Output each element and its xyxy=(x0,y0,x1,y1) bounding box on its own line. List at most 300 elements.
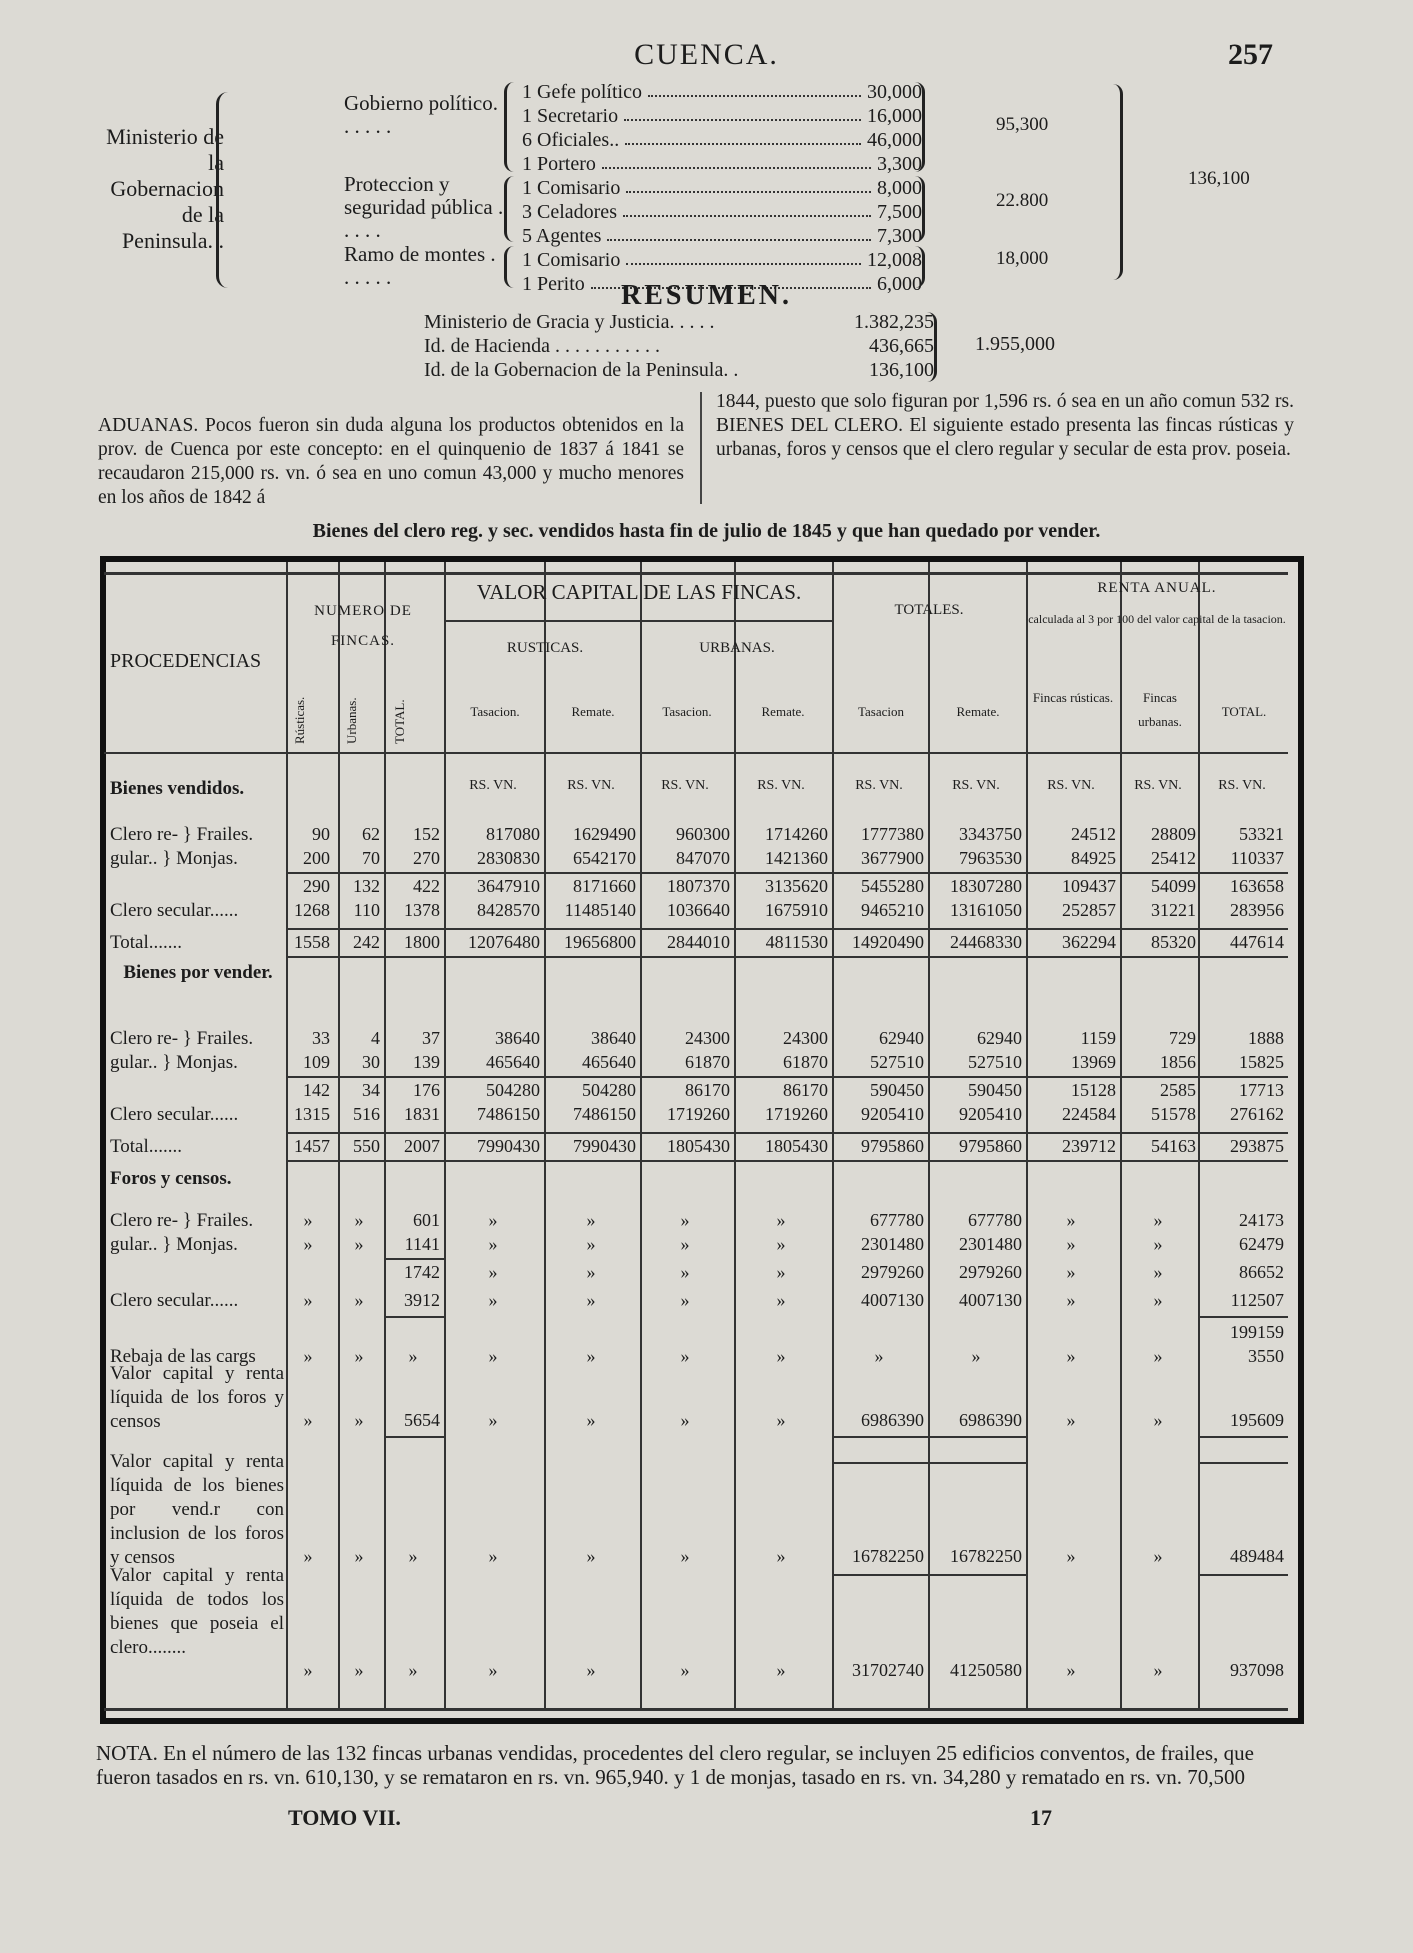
table-cell: 516 xyxy=(353,1104,380,1124)
table-cell: 283956 xyxy=(1230,900,1284,920)
table-cell: » xyxy=(680,1210,690,1230)
row-line xyxy=(286,1076,1288,1078)
table-cell: » xyxy=(586,1546,596,1566)
table-cell: » xyxy=(1153,1410,1163,1430)
table-cell: » xyxy=(971,1346,981,1366)
table-cell: » xyxy=(354,1234,364,1254)
table-cell: 1421360 xyxy=(765,848,828,868)
table-cell: 8171660 xyxy=(573,876,636,896)
row-line xyxy=(832,1574,1026,1576)
table-cell: » xyxy=(1153,1290,1163,1310)
row-label: Valor capital y renta líquida de todos los bienes que poseia el clero........ xyxy=(110,1565,284,1658)
table-cell: 28809 xyxy=(1151,824,1196,844)
table-cell: 16782250 xyxy=(950,1546,1022,1566)
table-cell: RS. VN. xyxy=(952,778,1000,793)
table-cell: 7990430 xyxy=(573,1136,636,1156)
table-cell: 86170 xyxy=(685,1080,730,1100)
table-cell: 1719260 xyxy=(765,1104,828,1124)
table-cell: 14920490 xyxy=(852,932,924,952)
table-cell: 270 xyxy=(413,848,440,868)
row-label: Clero re- } Frailes. xyxy=(110,1210,254,1231)
table-cell: 7486150 xyxy=(573,1104,636,1124)
row-label: Clero re- } Frailes. xyxy=(110,1028,254,1049)
table-cell: » xyxy=(488,1660,498,1680)
table-cell: 30 xyxy=(362,1052,380,1072)
table-cell: » xyxy=(680,1262,690,1282)
table-cell: 1378 xyxy=(404,900,440,920)
row-line xyxy=(384,1316,444,1318)
table-cell: 276162 xyxy=(1230,1104,1284,1124)
brace-r-grand xyxy=(1104,84,1123,280)
table-cell: 54163 xyxy=(1151,1136,1196,1156)
table-cell: 8428570 xyxy=(477,900,540,920)
item-row xyxy=(522,80,922,104)
table-cell: » xyxy=(408,1346,418,1366)
table-cell: 24300 xyxy=(783,1028,828,1048)
table-cell: 16782250 xyxy=(852,1546,924,1566)
table-cell: 242 xyxy=(353,932,380,952)
row-label: Valor capital y renta líquida de los foros y censos xyxy=(110,1363,284,1432)
table-cell: 24468330 xyxy=(950,932,1022,952)
table-cell: 1856 xyxy=(1160,1052,1196,1072)
table-cell: 527510 xyxy=(870,1052,924,1072)
table-cell: 37 xyxy=(422,1028,440,1048)
row-line xyxy=(444,620,832,622)
table-cell: » xyxy=(408,1660,418,1680)
row-line xyxy=(286,956,1288,958)
table-cell: 15825 xyxy=(1239,1052,1284,1072)
table-cell: 2301480 xyxy=(959,1234,1022,1254)
table-cell: » xyxy=(488,1262,498,1282)
leader-dots xyxy=(607,224,871,241)
ministerio-label: Ministerio de la Gobernacion de la Peninsula. . xyxy=(106,124,224,253)
table-cell: » xyxy=(776,1546,786,1566)
table-cell: 1675910 xyxy=(765,900,828,920)
section-proteccion: Proteccion y seguridad pública . . . . . xyxy=(344,172,504,242)
table-cell: » xyxy=(303,1546,313,1566)
table-cell: 54099 xyxy=(1151,876,1196,896)
page-number: 257 xyxy=(1228,38,1273,71)
gobernacion-items xyxy=(522,80,922,296)
table-cell: » xyxy=(1066,1210,1076,1230)
table-cell: 1777380 xyxy=(861,824,924,844)
table-cell: 2007 xyxy=(404,1136,440,1156)
table-cell: 6986390 xyxy=(861,1410,924,1430)
row-line xyxy=(832,1462,1026,1464)
section-ramo: Ramo de montes . . . . . . xyxy=(344,242,496,289)
table-cell: 937098 xyxy=(1230,1660,1284,1680)
table-cell: 142 xyxy=(303,1080,330,1100)
table-cell: » xyxy=(1066,1546,1076,1566)
table-cell: 41250580 xyxy=(950,1660,1022,1680)
table-cell: 1629490 xyxy=(573,824,636,844)
table-cell: 1805430 xyxy=(765,1136,828,1156)
table-cell: » xyxy=(586,1290,596,1310)
row-label: Foros y censos. xyxy=(110,1168,232,1189)
header-totales: TOTALES. xyxy=(894,602,964,618)
row-line xyxy=(286,872,1288,874)
table-cell: 61870 xyxy=(685,1052,730,1072)
table-cell: » xyxy=(680,1660,690,1680)
table-cell: 62 xyxy=(362,824,380,844)
item-label: 1 Secretario xyxy=(522,105,619,127)
table-cell: 9795860 xyxy=(861,1136,924,1156)
table-cell: 1807370 xyxy=(667,876,730,896)
table-cell: 139 xyxy=(413,1052,440,1072)
item-row xyxy=(522,152,922,176)
item-row xyxy=(522,104,922,128)
table-cell: 729 xyxy=(1169,1028,1196,1048)
table-cell: 447614 xyxy=(1230,932,1284,952)
table-cell: » xyxy=(354,1410,364,1430)
table-cell: 4007130 xyxy=(959,1290,1022,1310)
table-cell: 3647910 xyxy=(477,876,540,896)
table-cell: 13161050 xyxy=(950,900,1022,920)
item-row xyxy=(522,128,922,152)
table-cell: 1719260 xyxy=(667,1104,730,1124)
table-cell: 960300 xyxy=(676,824,730,844)
table-cell: 3677900 xyxy=(861,848,924,868)
table-cell: 1036640 xyxy=(667,900,730,920)
table-cell: 2585 xyxy=(1160,1080,1196,1100)
row-label: Bienes por vender. xyxy=(123,962,273,983)
table-cell: 31221 xyxy=(1151,900,1196,920)
column-header: TOTAL. xyxy=(392,699,407,744)
table-cell: 163658 xyxy=(1230,876,1284,896)
table-cell: » xyxy=(776,1410,786,1430)
table-cell: 62940 xyxy=(977,1028,1022,1048)
leader-dots xyxy=(626,176,871,193)
table-cell: 34 xyxy=(362,1080,380,1100)
table-cell: 422 xyxy=(413,876,440,896)
grand-total: 136,100 xyxy=(1188,168,1250,189)
aduanas-paragraph: ADUANAS. Pocos fueron sin duda alguna los productos obtenidos en la prov. de Cuenca por este concepto: en el quinquenio de 1837 á 1841 se recaudaron 215,000 rs. vn. ó sea en uno comun 43,000 y mucho menores en los años de 1842 á xyxy=(98,415,684,508)
item-label: 1 Comisario xyxy=(522,177,621,199)
table-cell: 293875 xyxy=(1230,1136,1284,1156)
resumen-row: Id. de Hacienda . . . . . . . . . . . 436,665 xyxy=(424,335,934,357)
table-cell: 62940 xyxy=(879,1028,924,1048)
table-cell: » xyxy=(776,1234,786,1254)
table-cell: 152 xyxy=(413,824,440,844)
table-cell: 504280 xyxy=(486,1080,540,1100)
table-cell: 70 xyxy=(362,848,380,868)
header-procedencias: PROCEDENCIAS xyxy=(110,650,262,672)
table-cell: » xyxy=(586,1262,596,1282)
column-header: Remate. xyxy=(956,704,1000,719)
brace-resumen xyxy=(926,312,937,382)
row-label: Valor capital y renta líquida de los bienes por vend.r con inclusion de los foros y censos xyxy=(110,1451,284,1568)
table-cell: 109 xyxy=(303,1052,330,1072)
table-cell: 109437 xyxy=(1062,876,1116,896)
resumen-row: Id. de la Gobernacion de la Peninsula. . 136,100 xyxy=(424,359,934,381)
row-line xyxy=(286,928,1288,930)
header-renta: RENTA ANUAL. xyxy=(1097,580,1217,596)
table-cell: 290 xyxy=(303,876,330,896)
table-cell: » xyxy=(488,1546,498,1566)
table-cell: 362294 xyxy=(1062,932,1116,952)
table-cell: 504280 xyxy=(582,1080,636,1100)
row-label: Total....... xyxy=(110,1136,183,1157)
row-line xyxy=(1198,1462,1288,1464)
table-cell: RS. VN. xyxy=(661,778,709,793)
table-cell: 2979260 xyxy=(959,1262,1022,1282)
table-cell: 31702740 xyxy=(852,1660,924,1680)
item-amount: 30,000 xyxy=(867,81,922,103)
table-cell: » xyxy=(1066,1410,1076,1430)
table-cell: 224584 xyxy=(1062,1104,1116,1124)
leader-dots xyxy=(623,200,871,217)
table-cell: 2830830 xyxy=(477,848,540,868)
table-cell: » xyxy=(586,1660,596,1680)
table-cell: » xyxy=(488,1234,498,1254)
column-header: Rústicas. xyxy=(292,696,307,744)
item-label: 1 Comisario xyxy=(522,249,621,271)
table-cell: » xyxy=(303,1234,313,1254)
column-header: Tasacion. xyxy=(662,704,712,719)
table-cell: 84925 xyxy=(1071,848,1116,868)
item-amount: 16,000 xyxy=(867,105,922,127)
table-cell: 33 xyxy=(312,1028,330,1048)
table-cell: 677780 xyxy=(968,1210,1022,1230)
table-cell: 200 xyxy=(303,848,330,868)
table-cell: 2979260 xyxy=(861,1262,924,1282)
table-cell: 86170 xyxy=(783,1080,828,1100)
table-cell: RS. VN. xyxy=(1218,778,1266,793)
table-cell: » xyxy=(488,1346,498,1366)
table-cell: 590450 xyxy=(968,1080,1022,1100)
resumen-row: Ministerio de Gracia y Justicia. . . . . 1.382,235 xyxy=(424,311,934,333)
bienes-paragraph: 1844, puesto que solo figuran por 1,596 rs. ó sea en un año comun 532 rs. BIENES DEL CLERO. El siguiente estado presenta las fincas rústicas y urbanas, foros y censos que el clero regular y secular de esta prov. poseia. xyxy=(716,391,1294,460)
table-cell: 1714260 xyxy=(765,824,828,844)
column-header: Tasacion. xyxy=(470,704,520,719)
header-rusticas: RUSTICAS. xyxy=(506,640,584,656)
table-cell: 7990430 xyxy=(477,1136,540,1156)
row-label: gular.. } Monjas. xyxy=(110,848,238,869)
table-cell: 38640 xyxy=(495,1028,540,1048)
nota: NOTA. En el número de las 132 fincas urbanas vendidas, procedentes del clero regular, se incluyen 25 edificios conventos, de frailes, que fueron tasados en rs. vn. 610,130, y se remataron en rs. vn. 965,940. y 1 de monjas, tasado en rs. vn. 34,280 y rematado en rs. vn. 70,500 xyxy=(96,1741,1254,1789)
subtotal-proteccion: 22.800 xyxy=(996,190,1049,211)
table-cell: 6986390 xyxy=(959,1410,1022,1430)
item-amount: 46,000 xyxy=(867,129,922,151)
table-cell: 112507 xyxy=(1230,1290,1284,1310)
table-cell: 13969 xyxy=(1071,1052,1116,1072)
table-cell: 195609 xyxy=(1230,1410,1284,1430)
table-cell: 24173 xyxy=(1239,1210,1284,1230)
table-cell: » xyxy=(586,1410,596,1430)
table-cell: » xyxy=(1153,1660,1163,1680)
brace-r-proteccion xyxy=(914,176,925,242)
table-cell: » xyxy=(776,1346,786,1366)
column-header: Remate. xyxy=(571,704,615,719)
table-cell: 1800 xyxy=(404,932,440,952)
table-cell: » xyxy=(586,1210,596,1230)
table-cell: 2844010 xyxy=(667,932,730,952)
table-cell: 590450 xyxy=(870,1080,924,1100)
section-gobierno: Gobierno político. . . . . . xyxy=(344,91,498,138)
brace-left xyxy=(216,92,233,288)
table-cell: 12076480 xyxy=(468,932,540,952)
table-cell: » xyxy=(776,1660,786,1680)
item-label: 1 Portero xyxy=(522,153,596,175)
table-cell: 9795860 xyxy=(959,1136,1022,1156)
resumen-total: 1.955,000 xyxy=(975,333,1055,355)
table-cell: » xyxy=(1153,1210,1163,1230)
table-cell: 19656800 xyxy=(564,932,636,952)
table-cell: » xyxy=(303,1290,313,1310)
item-amount: 12,008 xyxy=(867,249,922,271)
table-cell: » xyxy=(680,1234,690,1254)
item-row xyxy=(522,224,922,248)
table-cell: 62479 xyxy=(1239,1234,1284,1254)
folio-number: 17 xyxy=(1030,1805,1052,1830)
row-label: gular.. } Monjas. xyxy=(110,1234,238,1255)
table-cell: RS. VN. xyxy=(567,778,615,793)
table-cell: » xyxy=(354,1546,364,1566)
table-cell: 9465210 xyxy=(861,900,924,920)
table-cell: » xyxy=(354,1660,364,1680)
item-amount: 3,300 xyxy=(877,153,922,175)
row-line xyxy=(104,1708,1288,1711)
table-cell: » xyxy=(680,1346,690,1366)
item-amount: 8,000 xyxy=(877,177,922,199)
table-caption: Bienes del clero reg. y sec. vendidos hasta fin de julio de 1845 y que han quedado por vender. xyxy=(312,520,1101,542)
table-cell: 5654 xyxy=(404,1410,440,1430)
table-cell: 1268 xyxy=(294,900,330,920)
table-cell: » xyxy=(488,1410,498,1430)
row-label: Bienes vendidos. xyxy=(110,778,245,799)
table-cell: 61870 xyxy=(783,1052,828,1072)
table-cell: 1888 xyxy=(1248,1028,1284,1048)
table-cell: » xyxy=(776,1210,786,1230)
subtotal-gobierno: 95,300 xyxy=(996,114,1049,135)
table-cell: 3550 xyxy=(1248,1346,1284,1366)
leader-dots xyxy=(602,152,871,169)
table-cell: 24512 xyxy=(1071,824,1116,844)
table-cell: 9205410 xyxy=(959,1104,1022,1124)
table-cell: 18307280 xyxy=(950,876,1022,896)
column-header: Tasacion xyxy=(857,704,904,719)
header-urbanas: URBANAS. xyxy=(699,640,775,656)
leader-dots xyxy=(625,128,861,145)
row-label: Clero re- } Frailes. xyxy=(110,824,254,845)
table-cell: » xyxy=(680,1290,690,1310)
table-cell: » xyxy=(1066,1234,1076,1254)
tomo-label: TOMO VII. xyxy=(288,1805,401,1830)
leader-dots xyxy=(624,104,861,121)
row-label: Clero secular...... xyxy=(110,1104,239,1125)
leader-dots xyxy=(648,80,861,97)
table-cell: 5455280 xyxy=(861,876,924,896)
table-cell: » xyxy=(776,1262,786,1282)
column-header: TOTAL. xyxy=(1221,704,1267,719)
table-cell: 24300 xyxy=(685,1028,730,1048)
table-cell: 1141 xyxy=(404,1234,440,1254)
item-amount: 7,300 xyxy=(877,225,922,247)
row-label: Clero secular...... xyxy=(110,1290,239,1311)
table-cell: 86652 xyxy=(1239,1262,1284,1282)
item-amount: 6,000 xyxy=(877,273,922,295)
row-line xyxy=(104,752,1288,754)
row-line xyxy=(104,572,1288,575)
table-cell: 489484 xyxy=(1230,1546,1284,1566)
table-cell: RS. VN. xyxy=(469,778,517,793)
table-cell: » xyxy=(776,1290,786,1310)
row-label: Total....... xyxy=(110,932,183,953)
table-cell: 3343750 xyxy=(959,824,1022,844)
table-cell: » xyxy=(1066,1290,1076,1310)
table-cell: RS. VN. xyxy=(1047,778,1095,793)
column-divider xyxy=(700,392,702,504)
table-cell: RS. VN. xyxy=(1134,778,1182,793)
table-cell: 90 xyxy=(312,824,330,844)
item-label: 6 Oficiales.. xyxy=(522,129,620,151)
table-cell: 1558 xyxy=(294,932,330,952)
table-cell: 527510 xyxy=(968,1052,1022,1072)
resumen-list xyxy=(424,310,934,382)
brace-gobierno xyxy=(504,82,515,172)
table-cell: » xyxy=(408,1546,418,1566)
table-cell: 199159 xyxy=(1230,1322,1284,1342)
subtotal-ramo: 18,000 xyxy=(996,248,1049,269)
item-label: 5 Agentes xyxy=(522,225,602,247)
table-cell: 1805430 xyxy=(667,1136,730,1156)
table-cell: 677780 xyxy=(870,1210,924,1230)
table-cell: 85320 xyxy=(1151,932,1196,952)
row-line xyxy=(286,1160,1288,1162)
table-cell: » xyxy=(874,1346,884,1366)
table-cell: 1315 xyxy=(294,1104,330,1124)
row-line xyxy=(286,1132,1288,1134)
table-cell: » xyxy=(354,1346,364,1366)
table-cell: 11485140 xyxy=(564,900,636,920)
table-cell: » xyxy=(586,1234,596,1254)
row-line xyxy=(384,1258,444,1260)
column-header: Remate. xyxy=(761,704,805,719)
table-cell: 1831 xyxy=(404,1104,440,1124)
table-cell: 1457 xyxy=(294,1136,330,1156)
table-cell: » xyxy=(303,1210,313,1230)
table-cell: 7486150 xyxy=(477,1104,540,1124)
table-cell: 817080 xyxy=(486,824,540,844)
table-cell: 15128 xyxy=(1071,1080,1116,1100)
table-cell: » xyxy=(680,1410,690,1430)
row-line xyxy=(832,1436,1026,1438)
table-cell: 17713 xyxy=(1239,1080,1284,1100)
table-cell: 25412 xyxy=(1151,848,1196,868)
row-label: Clero secular...... xyxy=(110,900,239,921)
brace-r-gobierno xyxy=(914,82,925,172)
table-cell: 465640 xyxy=(486,1052,540,1072)
item-label: 1 Perito xyxy=(522,273,585,295)
column-header: Fincas rústicas. xyxy=(1032,690,1114,705)
table-cell: 6542170 xyxy=(573,848,636,868)
row-label: Rebaja de las cargs xyxy=(110,1346,256,1367)
table-cell: » xyxy=(1066,1262,1076,1282)
table-cell: 601 xyxy=(413,1210,440,1230)
resumen-heading: RESUMEN. xyxy=(620,280,792,311)
item-label: 1 Gefe político xyxy=(522,81,642,103)
table-cell: 3135620 xyxy=(765,876,828,896)
brace-proteccion xyxy=(504,176,515,242)
item-amount: 7,500 xyxy=(877,201,922,223)
table-cell: 7963530 xyxy=(959,848,1022,868)
table-cell: 110 xyxy=(353,900,380,920)
table-cell: » xyxy=(303,1410,313,1430)
table-cell: 53321 xyxy=(1239,824,1284,844)
table-cell: 239712 xyxy=(1062,1136,1116,1156)
item-label: 3 Celadores xyxy=(522,201,617,223)
item-row xyxy=(522,248,922,272)
